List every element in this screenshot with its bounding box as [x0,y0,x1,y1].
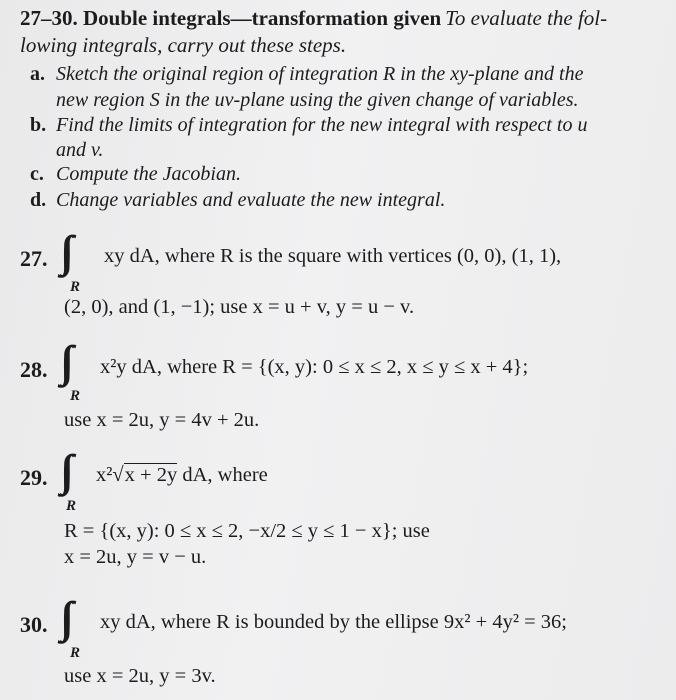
problem-27-text: xy dA, where R is the square with vertices (0, 0), (1, 1), [104,245,562,267]
step-label: a. [30,63,45,85]
step-c-text: Compute the Jacobian. [56,163,241,185]
problem-29-region: R = {(x, y): 0 ≤ x ≤ 2, −x/2 ≤ y ≤ 1 − x}; use [64,520,430,542]
step-c [30,163,44,186]
heading-title: 27–30. Double integrals—transformation given [20,6,442,30]
problem-27-text-cont: (2, 0), and (1, −1); use x = u + v, y = u − v. [64,296,415,318]
heading-intro: To evaluate the fol- [445,6,608,30]
step-a [30,63,45,86]
step-label: c. [30,163,44,185]
radicand: x + 2y [124,464,178,486]
problem-30-text-cont: use x = 2u, y = 3v. [64,665,216,687]
region-subscript: R [70,388,81,404]
region-subscript: R [66,498,77,514]
step-b [30,114,46,137]
integrand-suffix: dA, where [177,464,268,486]
step-d [30,189,46,212]
step-b-text-cont: and v. [56,139,104,161]
problem-28-text-cont: use x = 2u, y = 4v + 2u. [64,409,260,431]
exercise-heading [20,6,607,31]
sqrt-symbol: √ [112,464,124,486]
step-b-text: Find the limits of integration for the new integral with respect to u [56,114,588,136]
problem-29-number: 29. [20,465,48,490]
step-a-text-cont: new region S in the uv-plane using the given change of variables. [56,89,579,111]
region-subscript: R [70,279,81,295]
problem-29-substitution: x = 2u, y = v − u. [64,546,207,568]
problem-29-text [96,464,268,487]
problem-28-number: 28. [20,357,48,382]
problem-30-text: xy dA, where R is bounded by the ellipse 9x² + 4y² = 36; [100,611,567,633]
region-subscript: R [70,645,81,661]
problem-30-number: 30. [20,612,48,637]
step-label: d. [30,189,47,211]
step-a-text: Sketch the original region of integration R in the xy-plane and the [56,63,584,85]
integrand-prefix: x² [96,464,113,486]
heading-intro-cont: lowing integrals, carry out these steps. [20,33,347,57]
problem-28-text: x²y dA, where R = {(x, y): 0 ≤ x ≤ 2, x ≤ y ≤ x + 4}; [100,356,529,378]
problem-27-number: 27. [20,246,48,271]
step-d-text: Change variables and evaluate the new integral. [56,189,446,211]
show-through-text [300,150,305,172]
step-label: b. [30,114,47,136]
